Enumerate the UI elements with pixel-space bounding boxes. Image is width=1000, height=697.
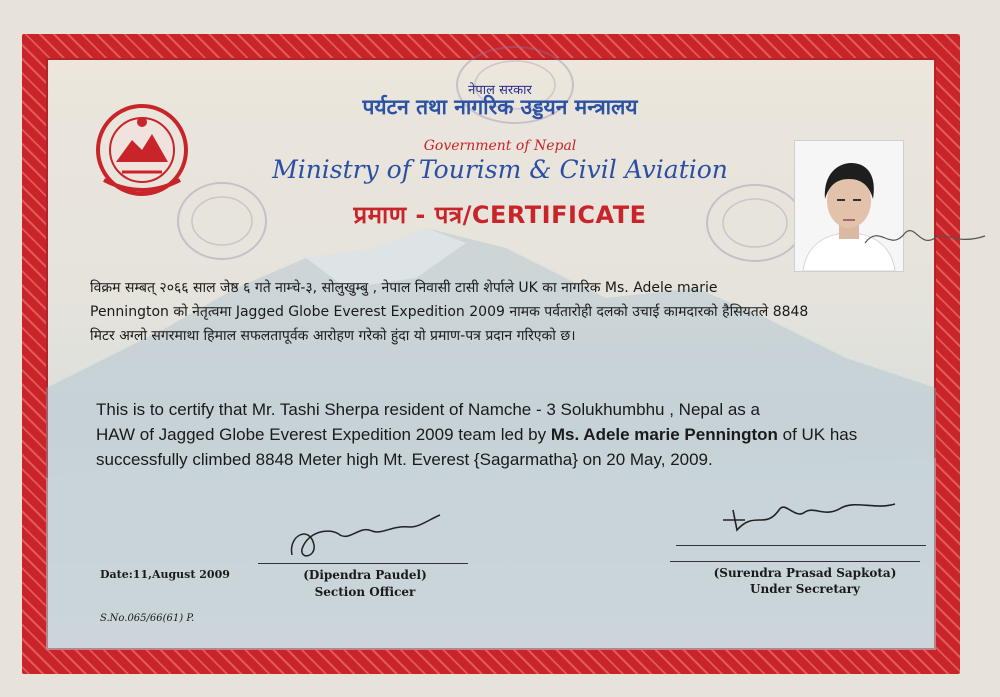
nepal-government-np: नेपाल सरकार [468, 83, 532, 98]
signature-line-3 [670, 561, 920, 562]
body-en-line-2 [96, 425, 857, 445]
official-stamp-left [172, 176, 272, 266]
body-en-line-2-c: of UK has [777, 425, 858, 444]
signature-under-secretary [715, 490, 905, 550]
signatory-2-title: Under Secretary [750, 582, 860, 596]
signature-line-1 [258, 563, 468, 564]
signature-line-2 [676, 545, 926, 546]
expedition-leader-name: Ms. Adele marie Pennington [550, 425, 778, 444]
government-en: Government of Nepal [423, 138, 577, 154]
body-np-line-1: विक्रम सम्बत् २०६६ साल जेष्ठ ६ गते नाम्चे-३, सोलुखुम्बु , नेपाल निवासी टासी शेर्पाले UK का नागरिक Ms. Adele marie [90, 280, 718, 296]
signatory-1-name: (Dipendra Paudel) [303, 568, 427, 582]
certificate-title: प्रमाण - पत्र/CERTIFICATE [353, 201, 647, 229]
issue-date: Date:11,August 2009 [100, 568, 230, 581]
photo-signature [860, 218, 990, 258]
body-np-line-3: मिटर अग्लो सगरमाथा हिमाल सफलतापूर्वक आरोहण गरेको हुंदा यो प्रमाण-पत्र प्रदान गरिएको छ। [90, 328, 576, 344]
signature-section-officer [280, 505, 450, 565]
serial-number: S.No.065/66(61) P. [100, 613, 195, 624]
signatory-1-title: Section Officer [314, 585, 416, 599]
body-en-line-1: This is to certify that Mr. Tashi Sherpa resident of Namche - 3 Solukhumbhu , Nepal as a [96, 400, 760, 419]
ministry-name-np: पर्यटन तथा नागरिक उड्डयन मन्त्रालय [362, 95, 638, 119]
body-en-line-3: successfully climbed 8848 Meter high Mt. Everest {Sagarmatha} on 20 May, 2009. [96, 450, 713, 469]
body-en-line-2-a: HAW of Jagged Globe Everest Expedition 2009 team led by [96, 425, 551, 444]
ministry-name-en: Ministry of Tourism & Civil Aviation [272, 155, 728, 184]
signatory-2-name: (Surendra Prasad Sapkota) [713, 566, 897, 580]
body-np-line-2: Pennington को नेतृत्वमा Jagged Globe Everest Expedition 2009 नामक पर्वतारोही दलको उचाई कामदारको हैसियतले 8848 [90, 304, 809, 320]
